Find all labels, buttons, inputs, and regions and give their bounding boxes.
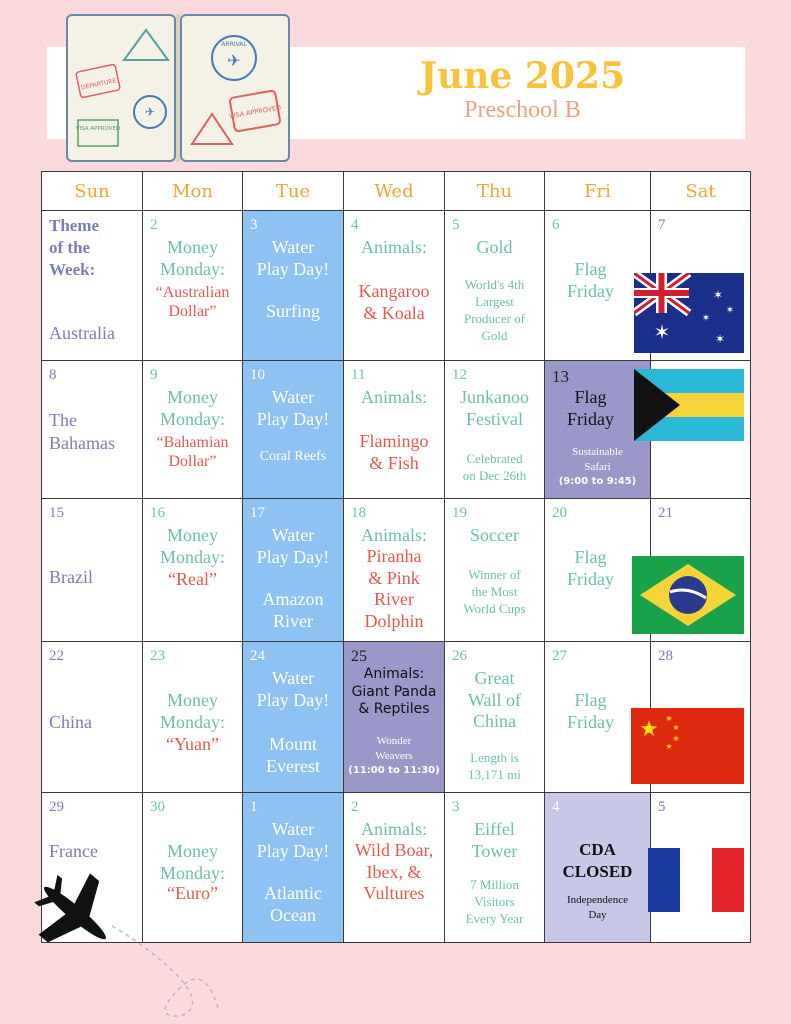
event-name: Wonder Weavers bbox=[375, 735, 413, 762]
svg-text:★: ★ bbox=[665, 742, 673, 751]
day-number: 25 bbox=[351, 648, 367, 665]
passport-stamps-left bbox=[68, 16, 174, 160]
day-number: 21 bbox=[658, 505, 673, 521]
svg-text:✶: ✶ bbox=[712, 288, 724, 302]
airplane-icon bbox=[30, 868, 230, 1018]
svg-text:★: ★ bbox=[672, 734, 680, 743]
weekday-header: Thu bbox=[445, 172, 545, 211]
day-cell bbox=[344, 499, 445, 642]
day-cell bbox=[243, 793, 344, 943]
closed-notice: CDA CLOSED bbox=[562, 840, 633, 882]
day-cell bbox=[243, 361, 344, 499]
day-cell bbox=[243, 211, 344, 361]
stamp-arrival: ARRIVAL bbox=[221, 41, 247, 48]
day-cell bbox=[143, 499, 243, 642]
day-cell bbox=[344, 642, 445, 793]
weekday-header-row bbox=[42, 172, 751, 211]
theme-country: The Bahamas bbox=[49, 410, 115, 453]
day-cell bbox=[445, 499, 545, 642]
day-cell bbox=[445, 793, 545, 943]
day-number: 30 bbox=[150, 799, 165, 815]
currency-name: “Euro” bbox=[167, 883, 218, 903]
flag-friday-label: Flag Friday bbox=[567, 387, 614, 429]
day-cell bbox=[42, 499, 143, 642]
topic-fact: Celebrated on Dec 26th bbox=[462, 451, 527, 483]
weekday-header: Sat bbox=[651, 172, 751, 211]
day-number: 22 bbox=[49, 648, 64, 664]
event-time: (11:00 to 11:30) bbox=[348, 765, 440, 776]
topic-title: Soccer bbox=[470, 525, 519, 545]
stamp-visa-red: VISA APPROVED bbox=[228, 103, 282, 121]
passport-stamps-right bbox=[182, 16, 288, 160]
topic-title: Eiffel Tower bbox=[471, 819, 518, 861]
day-number: 5 bbox=[658, 799, 666, 815]
svg-text:✶: ✶ bbox=[714, 332, 726, 346]
day-number: 5 bbox=[452, 217, 460, 233]
event-time: (9:00 to 9:45) bbox=[558, 476, 637, 487]
passport-right-page bbox=[180, 14, 290, 162]
day-cell bbox=[344, 361, 445, 499]
australia-flag bbox=[634, 273, 744, 353]
day-cell bbox=[344, 211, 445, 361]
day-number: 10 bbox=[250, 367, 265, 383]
bahamas-flag bbox=[634, 369, 744, 441]
flag-friday-label: Flag Friday bbox=[567, 259, 614, 301]
animals-list: Wild Boar, Ibex, & Vultures bbox=[354, 840, 434, 904]
flag-friday-label: Flag Friday bbox=[567, 690, 614, 732]
svg-text:★: ★ bbox=[665, 714, 673, 723]
theme-country: France bbox=[49, 841, 98, 861]
water-play-label: Water Play Day! bbox=[256, 668, 330, 710]
day-number: 1 bbox=[250, 799, 258, 815]
animals-list: Flamingo & Fish bbox=[359, 431, 429, 473]
stamp-visa-green: VISA APPROVED bbox=[75, 126, 121, 132]
topic-fact: Winner of the Most World Cups bbox=[463, 567, 526, 616]
day-number: 19 bbox=[452, 505, 467, 521]
theme-country: Australia bbox=[49, 323, 115, 343]
day-number: 13 bbox=[552, 367, 569, 386]
theme-country: Brazil bbox=[49, 567, 93, 587]
day-number: 29 bbox=[49, 799, 64, 815]
day-cell bbox=[243, 499, 344, 642]
day-cell bbox=[445, 642, 545, 793]
water-activity: Atlantic Ocean bbox=[264, 883, 322, 925]
currency-name: “Real” bbox=[168, 569, 217, 589]
topic-fact: Length is 13,171 mi bbox=[468, 750, 521, 782]
currency-name: “Australian Dollar” bbox=[155, 284, 230, 321]
passport-left-page bbox=[66, 14, 176, 162]
day-number: 8 bbox=[49, 367, 57, 383]
water-play-label: Water Play Day! bbox=[256, 237, 330, 279]
theme-country: China bbox=[49, 712, 92, 732]
day-number: 3 bbox=[250, 217, 258, 233]
day-cell bbox=[243, 642, 344, 793]
flag-friday-label: Flag Friday bbox=[567, 547, 614, 589]
day-number: 27 bbox=[552, 648, 567, 664]
water-play-label: Water Play Day! bbox=[256, 525, 330, 567]
day-cell bbox=[545, 793, 651, 943]
topic-fact: 7 Million Visitors Every Year bbox=[465, 877, 524, 926]
water-activity: Coral Reefs bbox=[259, 449, 327, 464]
stamp-departure: DEPARTURE bbox=[80, 77, 117, 92]
day-number: 15 bbox=[49, 505, 64, 521]
svg-text:✈: ✈ bbox=[227, 51, 241, 70]
day-number: 9 bbox=[150, 367, 158, 383]
day-cell bbox=[344, 793, 445, 943]
event-name: Sustainable Safari bbox=[572, 446, 623, 473]
day-number: 2 bbox=[351, 799, 359, 815]
france-flag bbox=[648, 848, 744, 912]
day-number: 24 bbox=[250, 648, 265, 664]
topic-title: Great Wall of China bbox=[467, 668, 522, 732]
holiday-name: Independence Day bbox=[566, 894, 629, 921]
day-number: 12 bbox=[452, 367, 467, 383]
water-play-label: Water Play Day! bbox=[256, 387, 330, 429]
day-number: 11 bbox=[351, 367, 366, 383]
day-cell bbox=[42, 361, 143, 499]
day-number: 4 bbox=[351, 217, 359, 233]
day-number: 3 bbox=[452, 799, 460, 815]
water-activity: Surfing bbox=[266, 301, 320, 321]
page-subtitle: Preschool B bbox=[464, 97, 581, 123]
animals-list: Kangaroo & Koala bbox=[358, 281, 430, 323]
animals-label: Animals: bbox=[361, 387, 427, 407]
day-number: 23 bbox=[150, 648, 165, 664]
day-cell bbox=[42, 211, 143, 361]
currency-name: “Yuan” bbox=[166, 734, 219, 754]
china-flag bbox=[631, 708, 744, 784]
water-activity: Amazon River bbox=[262, 589, 324, 631]
animals-label: Animals: bbox=[361, 525, 427, 545]
weekday-header: Sun bbox=[42, 172, 143, 211]
weekday-header: Mon bbox=[143, 172, 243, 211]
day-number: 6 bbox=[552, 217, 560, 233]
day-number: 20 bbox=[552, 505, 567, 521]
animals-label: Animals: bbox=[361, 237, 427, 257]
weekday-header: Wed bbox=[344, 172, 445, 211]
day-cell bbox=[445, 211, 545, 361]
water-activity: Mount Everest bbox=[266, 734, 320, 776]
animals-label: Animals: Giant Panda & Reptiles bbox=[351, 666, 437, 717]
svg-text:✈: ✈ bbox=[144, 105, 156, 119]
money-monday-label: Money Monday: bbox=[160, 387, 225, 429]
topic-title: Junkanoo Festival bbox=[460, 387, 529, 429]
weekday-header: Fri bbox=[545, 172, 651, 211]
animals-list: Piranha & Pink River Dolphin bbox=[364, 546, 424, 631]
svg-text:★: ★ bbox=[639, 717, 659, 742]
currency-name: “Bahamian Dollar” bbox=[156, 434, 229, 471]
money-monday-label: Money Monday: bbox=[160, 237, 225, 279]
page-title: June 2025 bbox=[419, 55, 625, 97]
theme-of-week-label: Theme of the Week: bbox=[49, 216, 100, 280]
day-cell bbox=[143, 211, 243, 361]
weekday-header: Tue bbox=[243, 172, 344, 211]
day-number: 7 bbox=[658, 217, 666, 233]
money-monday-label: Money Monday: bbox=[160, 841, 225, 883]
day-number: 17 bbox=[250, 505, 265, 521]
day-number: 26 bbox=[452, 648, 467, 664]
day-number: 28 bbox=[658, 648, 673, 664]
day-cell bbox=[143, 642, 243, 793]
day-number: 18 bbox=[351, 505, 366, 521]
water-play-label: Water Play Day! bbox=[256, 819, 330, 861]
animals-label: Animals: bbox=[361, 819, 427, 839]
day-cell bbox=[445, 361, 545, 499]
passport-illustration bbox=[66, 14, 290, 162]
topic-title: Gold bbox=[476, 237, 513, 257]
day-number: 16 bbox=[150, 505, 165, 521]
day-cell bbox=[143, 361, 243, 499]
brazil-flag bbox=[632, 556, 744, 634]
money-monday-label: Money Monday: bbox=[160, 690, 225, 732]
day-number: 2 bbox=[150, 217, 158, 233]
svg-text:✶: ✶ bbox=[725, 305, 735, 316]
svg-text:✶: ✶ bbox=[653, 320, 671, 344]
day-number: 4 bbox=[552, 799, 560, 815]
svg-text:✶: ✶ bbox=[701, 313, 711, 324]
money-monday-label: Money Monday: bbox=[160, 525, 225, 567]
day-cell bbox=[42, 642, 143, 793]
svg-text:★: ★ bbox=[672, 723, 680, 732]
topic-fact: World's 4th Largest Producer of Gold bbox=[463, 277, 525, 343]
